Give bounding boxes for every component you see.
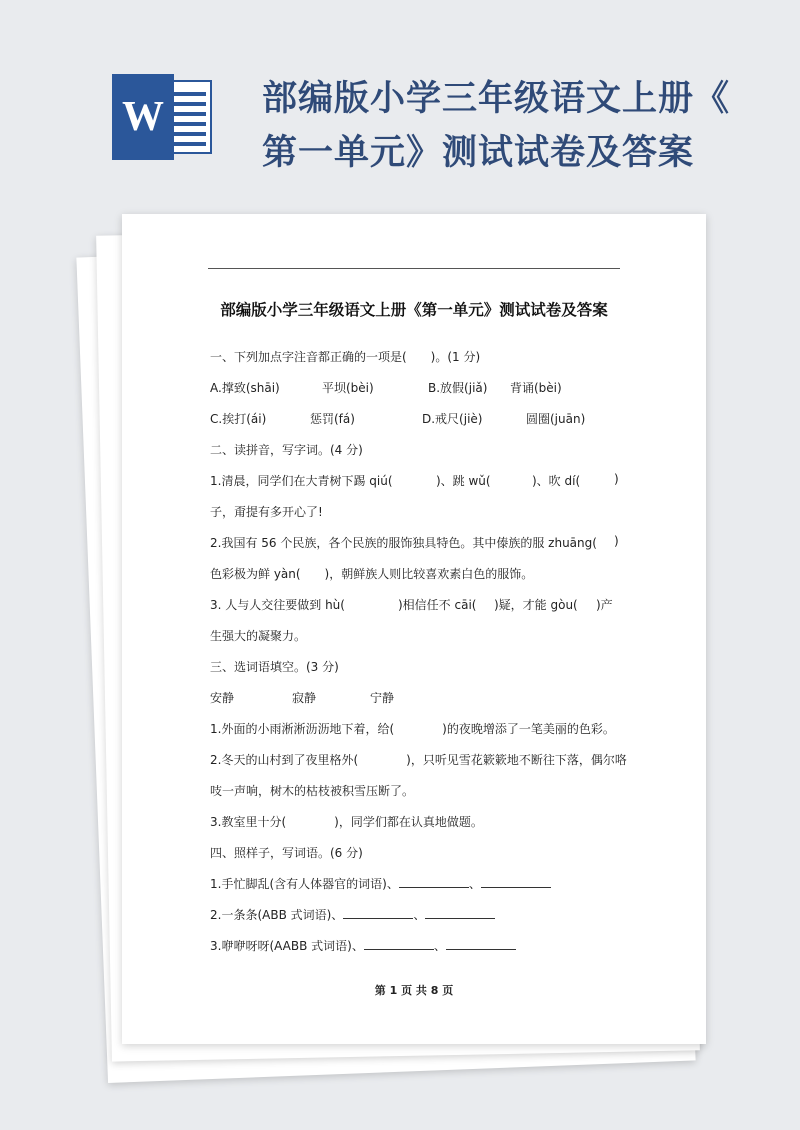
exam-page [122, 214, 706, 1044]
q1-heading: 一、下列加点字注音都正确的一项是( )。(1 分) [210, 350, 481, 364]
q4-separator: 、 [413, 908, 426, 922]
q4-separator: 、 [433, 939, 446, 953]
q2-text: )相信任不 cāi( [398, 598, 477, 612]
q2-heading: 二、读拼音，写字词。(4 分) [210, 443, 363, 457]
q2-line5 [210, 596, 630, 612]
answer-blank[interactable] [364, 937, 434, 950]
q1-option-d1: D.戒尺(jiè) [422, 412, 483, 426]
page-footer: 第 1 页 共 8 页 [374, 984, 454, 997]
document-title-line2: 第一单元》测试试卷及答案 [262, 132, 695, 173]
answer-blank[interactable] [399, 875, 469, 888]
q2-line2: 子，甭提有多开心了! [210, 505, 323, 519]
q2-line6: 生强大的凝聚力。 [210, 629, 307, 643]
q3-word-choices [210, 689, 510, 705]
answer-blank[interactable] [343, 906, 413, 919]
q3-word: 宁静 [370, 691, 395, 705]
answer-blank[interactable] [446, 937, 516, 950]
exam-title: 部编版小学三年级语文上册《第一单元》测试试卷及答案 [220, 301, 608, 319]
q4-line3 [210, 937, 516, 954]
q2-text: 2.我国有 56 个民族，各个民族的服饰独具特色。其中傣族的服 zhuāng( [210, 536, 597, 550]
q3-word: 安静 [210, 691, 235, 705]
q3-word: 寂静 [292, 691, 317, 705]
q2-text: ) [614, 534, 619, 548]
q1-option-b1: B.放假(jiǎ) [428, 381, 488, 395]
q1-option-d2: 圆圈(juān) [526, 412, 586, 426]
q1-option-a2: 平坝(bèi) [322, 381, 374, 395]
q4-separator: 、 [468, 877, 481, 891]
word-logo-letter: W [112, 74, 174, 160]
q4-line1 [210, 875, 551, 892]
word-logo-icon [112, 74, 216, 160]
q1-options-row1 [210, 379, 630, 395]
header-rule [208, 268, 620, 269]
q2-line4: 色彩极为鲜 yàn( )，朝鲜族人则比较喜欢素白色的服饰。 [210, 567, 534, 581]
q1-option-b2: 背诵(bèi) [510, 381, 562, 395]
q2-text: )、吹 dí( [532, 474, 581, 488]
answer-blank[interactable] [481, 875, 551, 888]
q2-text: )、跳 wǔ( [436, 474, 491, 488]
q4-text: 2.一条条(ABB 式词语)、 [210, 908, 344, 922]
q3-line4: 3.教室里十分( )，同学们都在认真地做题。 [210, 815, 483, 829]
q3-heading: 三、选词语填空。(3 分) [210, 660, 339, 674]
q2-line1 [210, 472, 630, 488]
q1-option-c1: C.挨打(ái) [210, 412, 267, 426]
document-title [262, 72, 782, 180]
q1-options-row2 [210, 410, 630, 426]
q3-line1: 1.外面的小雨淅淅沥沥地下着，给( )的夜晚增添了一笔美丽的色彩。 [210, 722, 615, 736]
q4-text: 1.手忙脚乱(含有人体器官的词语)、 [210, 877, 399, 891]
q4-line2 [210, 906, 495, 923]
q1-option-a1: A.撑致(shāi) [210, 381, 280, 395]
q1-option-c2: 惩罚(fá) [310, 412, 355, 426]
q2-line3 [210, 534, 630, 550]
q2-text: )疑，才能 gòu( [494, 598, 578, 612]
q3-line2: 2.冬天的山村到了夜里格外( )，只听见雪花簌簌地不断往下落，偶尔咯 [210, 753, 627, 767]
document-title-line1: 部编版小学三年级语文上册《 [262, 78, 731, 119]
q4-text: 3.咿咿呀呀(AABB 式词语)、 [210, 939, 364, 953]
q2-text: 1.清晨，同学们在大青树下踢 qiú( [210, 474, 393, 488]
q2-text: 3. 人与人交往要做到 hù( [210, 598, 345, 612]
q2-text: )产 [596, 598, 613, 612]
q2-text: ) [614, 472, 619, 486]
q4-heading: 四、照样子，写词语。(6 分) [210, 846, 363, 860]
answer-blank[interactable] [425, 906, 495, 919]
q3-line3: 吱一声响，树木的枯枝被积雪压断了。 [210, 784, 415, 798]
